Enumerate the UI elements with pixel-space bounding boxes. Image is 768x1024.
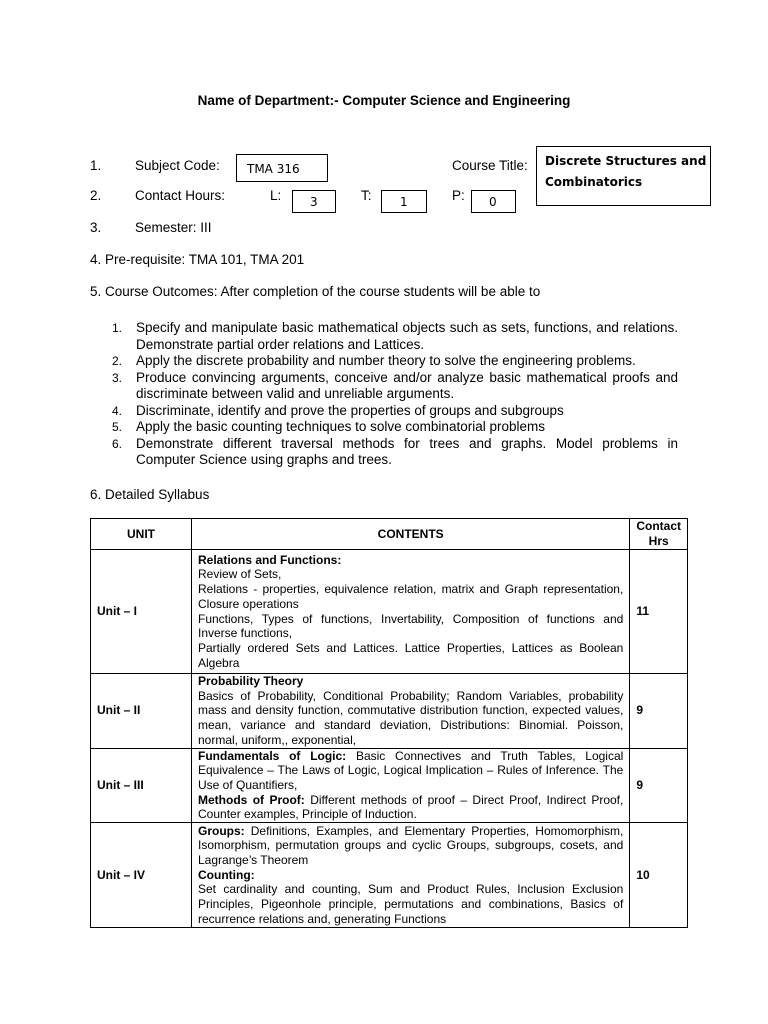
outcome-number: 6.: [112, 436, 123, 451]
counting-text: Set cardinality and counting, Sum and Product Rules, Inclusion Exclusion Principles, Pigeonhole principle, permutations and combinations, Basics of recurrence relations and, generating Functions: [198, 882, 624, 926]
unit-heading: Relations and Functions:: [198, 552, 342, 567]
subject-code-value: TMA 316: [247, 162, 300, 176]
outcome-number: 5.: [112, 420, 123, 434]
table-row: [91, 550, 688, 674]
table-row: [91, 748, 688, 823]
header-contents: CONTENTS: [192, 519, 630, 550]
contents-cell: [192, 550, 630, 674]
syllabus-heading: 6. Detailed Syllabus: [90, 487, 210, 502]
groups-text: Definitions, Examples, and Elementary Properties, Homomorphism, Isomorphism, permutation groups and cyclic Groups, subgroups, cosets, and Lagrange’s Theorem: [198, 823, 624, 867]
practical-value: 0: [489, 195, 497, 209]
logic-text: Basic Connectives and Truth Tables, Logical Equivalence – The Laws of Logic, Logical Implication – Rules of Inference. The Use of Quantifiers,: [198, 748, 624, 792]
course-outcomes-heading: 5. Course Outcomes: After completion of the course students will be able to: [90, 284, 541, 299]
course-title-line1: Discrete Structures and: [545, 154, 707, 168]
content-line: Partially ordered Sets and Lattices. Lattice Properties, Lattices as Boolean Algebra: [198, 640, 624, 670]
subject-code-box: [236, 154, 328, 182]
logic-heading: Fundamentals of Logic:: [198, 748, 347, 763]
header-unit: UNIT: [91, 519, 192, 550]
outcome-text: Produce convincing arguments, conceive and/or analyze basic mathematical proofs and discriminate between valid and unreliable arguments.: [136, 369, 678, 401]
lecture-box: [292, 190, 336, 213]
content-line: Basics of Probability, Conditional Probability; Random Variables, probability mass and density function, commutative distribution function, expected values, mean, variance and standard deviation, Distributions: Binomial. Poisson, normal, uniform,, exponential,: [198, 688, 624, 747]
list-item: [112, 320, 678, 353]
unit-heading: Probability Theory: [198, 674, 304, 688]
hours-cell: 11: [630, 550, 688, 674]
list-item: [112, 370, 678, 403]
hours-cell: 9: [630, 748, 688, 823]
outcome-text: Apply the basic counting techniques to solve combinatorial problems: [136, 419, 545, 434]
course-title-label: Course Title:: [452, 158, 528, 173]
contact-hours-label: Contact Hours:: [135, 188, 226, 203]
header-contact-line2: Hrs: [648, 534, 669, 548]
proof-text: Different methods of proof – Direct Proof, Indirect Proof, Counter examples, Principle of Induction.: [198, 792, 624, 822]
hours-cell: 9: [630, 674, 688, 749]
table-header-row: [91, 519, 688, 550]
subject-code-label: Subject Code:: [135, 158, 220, 173]
practical-box: [471, 190, 516, 213]
table-row: [91, 823, 688, 928]
tutorial-label: T:: [361, 188, 372, 203]
tutorial-box: [381, 190, 427, 213]
department-heading: Name of Department:- Computer Science and Engineering: [197, 93, 571, 108]
header-contact-hrs: [630, 519, 688, 550]
contents-cell: [192, 748, 630, 823]
practical-label: P:: [452, 188, 465, 203]
list-item: [112, 353, 678, 370]
proof-heading: Methods of Proof:: [198, 792, 305, 807]
lecture-label: L:: [270, 188, 282, 203]
tutorial-value: 1: [400, 195, 408, 209]
list-item: [112, 403, 678, 420]
hours-cell: 10: [630, 823, 688, 928]
groups-heading: Groups:: [198, 823, 245, 838]
unit-cell: Unit – II: [91, 674, 192, 749]
syllabus-table: [90, 518, 688, 928]
outcome-number: 2.: [112, 354, 123, 368]
semester-label: Semester: III: [135, 220, 212, 235]
content-line: Review of Sets,: [198, 567, 282, 582]
content-line: Relations - properties, equivalence relation, matrix and Graph representation, Closure operations: [198, 582, 624, 611]
field-number-1: 1.: [90, 158, 102, 173]
outcome-text: Discriminate, identify and prove the properties of groups and subgroups: [136, 402, 564, 418]
outcome-text: Demonstrate different traversal methods for trees and graphs. Model problems in Computer Science using graphs and trees.: [136, 435, 678, 467]
outcome-text: Apply the discrete probability and number theory to solve the engineering problems.: [136, 353, 636, 368]
table-row: [91, 674, 688, 749]
unit-cell: Unit – III: [91, 748, 192, 823]
unit-cell: Unit – IV: [91, 823, 192, 928]
header-contact-line1: Contact: [636, 519, 681, 534]
course-outcomes-list: [112, 320, 678, 469]
unit-cell: Unit – I: [91, 550, 192, 674]
outcome-number: 4.: [112, 403, 123, 418]
contents-cell: [192, 674, 630, 749]
list-item: [112, 419, 678, 436]
list-item: [112, 436, 678, 469]
field-number-2: 2.: [90, 188, 102, 203]
contents-cell: [192, 823, 630, 928]
outcome-number: 3.: [112, 370, 123, 385]
field-number-3: 3.: [90, 220, 102, 235]
outcome-number: 1.: [112, 321, 123, 335]
course-title-line2: Combinatorics: [545, 175, 643, 189]
counting-heading: Counting:: [198, 867, 255, 882]
course-title-box: [536, 146, 711, 206]
prerequisite: 4. Pre-requisite: TMA 101, TMA 201: [90, 252, 305, 267]
content-line: Functions, Types of functions, Invertability, Composition of functions and Inverse functions,: [198, 611, 624, 641]
outcome-text: Specify and manipulate basic mathematical objects such as sets, functions, and relations. Demonstrate partial order relations and Lattices.: [136, 320, 678, 352]
lecture-value: 3: [310, 195, 318, 209]
